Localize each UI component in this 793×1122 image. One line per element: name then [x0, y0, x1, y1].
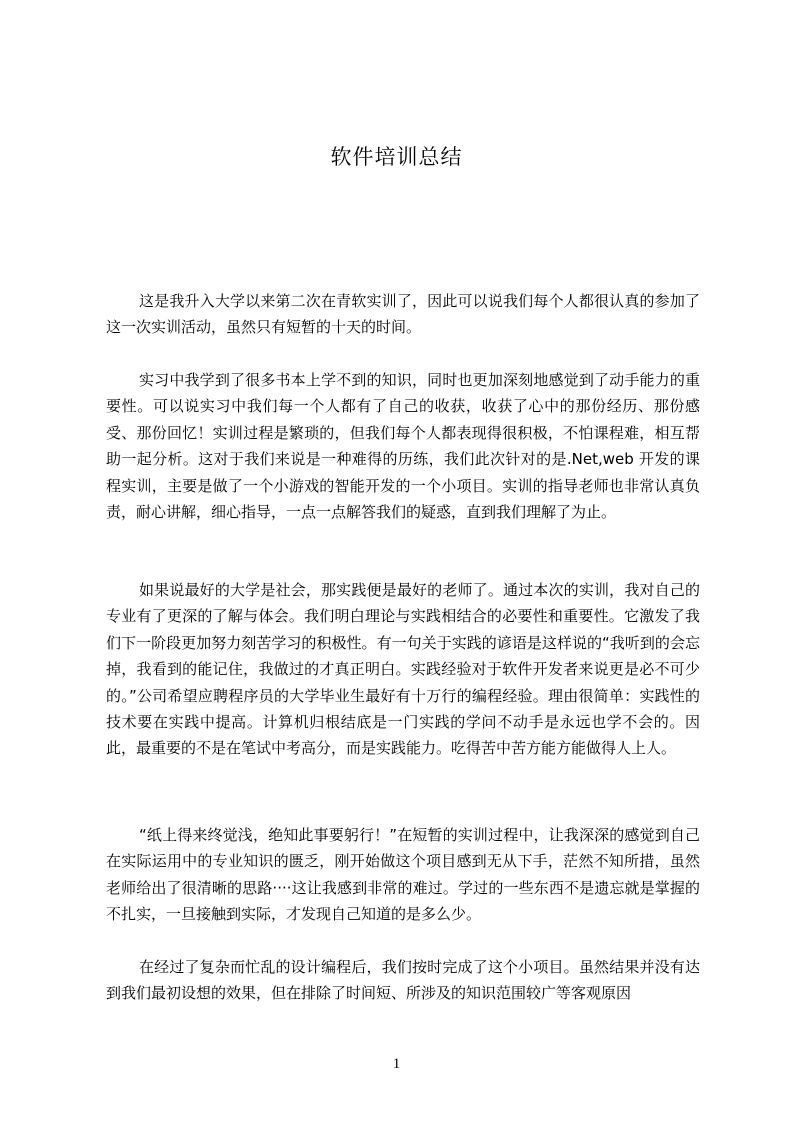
paragraph-2: 实习中我学到了很多书本上学不到的知识，同时也更加深刻地感觉到了动手能力的重要性。可以说实习中我们每一个人都有了自己的收获，收获了心中的那份经历、那份感受、那份回忆！实训过程是繁琐的，但我们每个人都表现得很积极，不怕课程难，相互帮助一起分析。这对于我们来说是一种难得的历练，我们此次针对的是.Net,web 开发的课程实训，主要是做了一个小游戏的智能开发的一个小项目。实训的指导老师也非常认真负责，耐心讲解，细心指导，一点一点解答我们的疑惑，直到我们理解了为止。 [106, 371, 700, 522]
paragraph-4: “纸上得来终觉浅，绝知此事要躬行！”在短暂的实训过程中，让我深深的感觉到自己在实际运用中的专业知识的匮乏，刚开始做这个项目感到无从下手，茫然不知所措，虽然老师给出了很清晰的思路····这让我感到非常的难过。学过的一些东西不是遗忘就是掌握的不扎实，一旦接触到实际，才发现自己知道的是多么少。 [106, 826, 700, 924]
document-title: 软件培训总结 [330, 145, 463, 169]
paragraph-1: 这是我升入大学以来第二次在青软实训了，因此可以说我们每个人都很认真的参加了这一次实训活动，虽然只有短暂的十天的时间。 [106, 292, 700, 337]
paragraph-3: 如果说最好的大学是社会，那实践便是最好的老师了。通过本次的实训，我对自己的专业有了更深的了解与体会。我们明白理论与实践相结合的必要性和重要性。它激发了我们下一阶段更加努力刻苦学习的积极性。有一句关于实践的谚语是这样说的“我听到的会忘掉，我看到的能记住，我做过的才真正明白。实践经验对于软件开发者来说更是必不可少的。”公司希望应聘程序员的大学毕业生最好有十万行的编程经验。理由很简单：实践性的技术要在实践中提高。计算机归根结底是一门实践的学问不动手是永远也学不会的。因此，最重要的不是在笔试中考高分，而是实践能力。吃得苦中苦方能方能做得人上人。 [106, 581, 700, 758]
page-number: 1 [392, 1056, 401, 1072]
paragraph-5: 在经过了复杂而忙乱的设计编程后，我们按时完成了这个小项目。虽然结果并没有达到我们最初设想的效果，但在排除了时间短、所涉及的知识范围较广等客观原因 [106, 958, 700, 1003]
